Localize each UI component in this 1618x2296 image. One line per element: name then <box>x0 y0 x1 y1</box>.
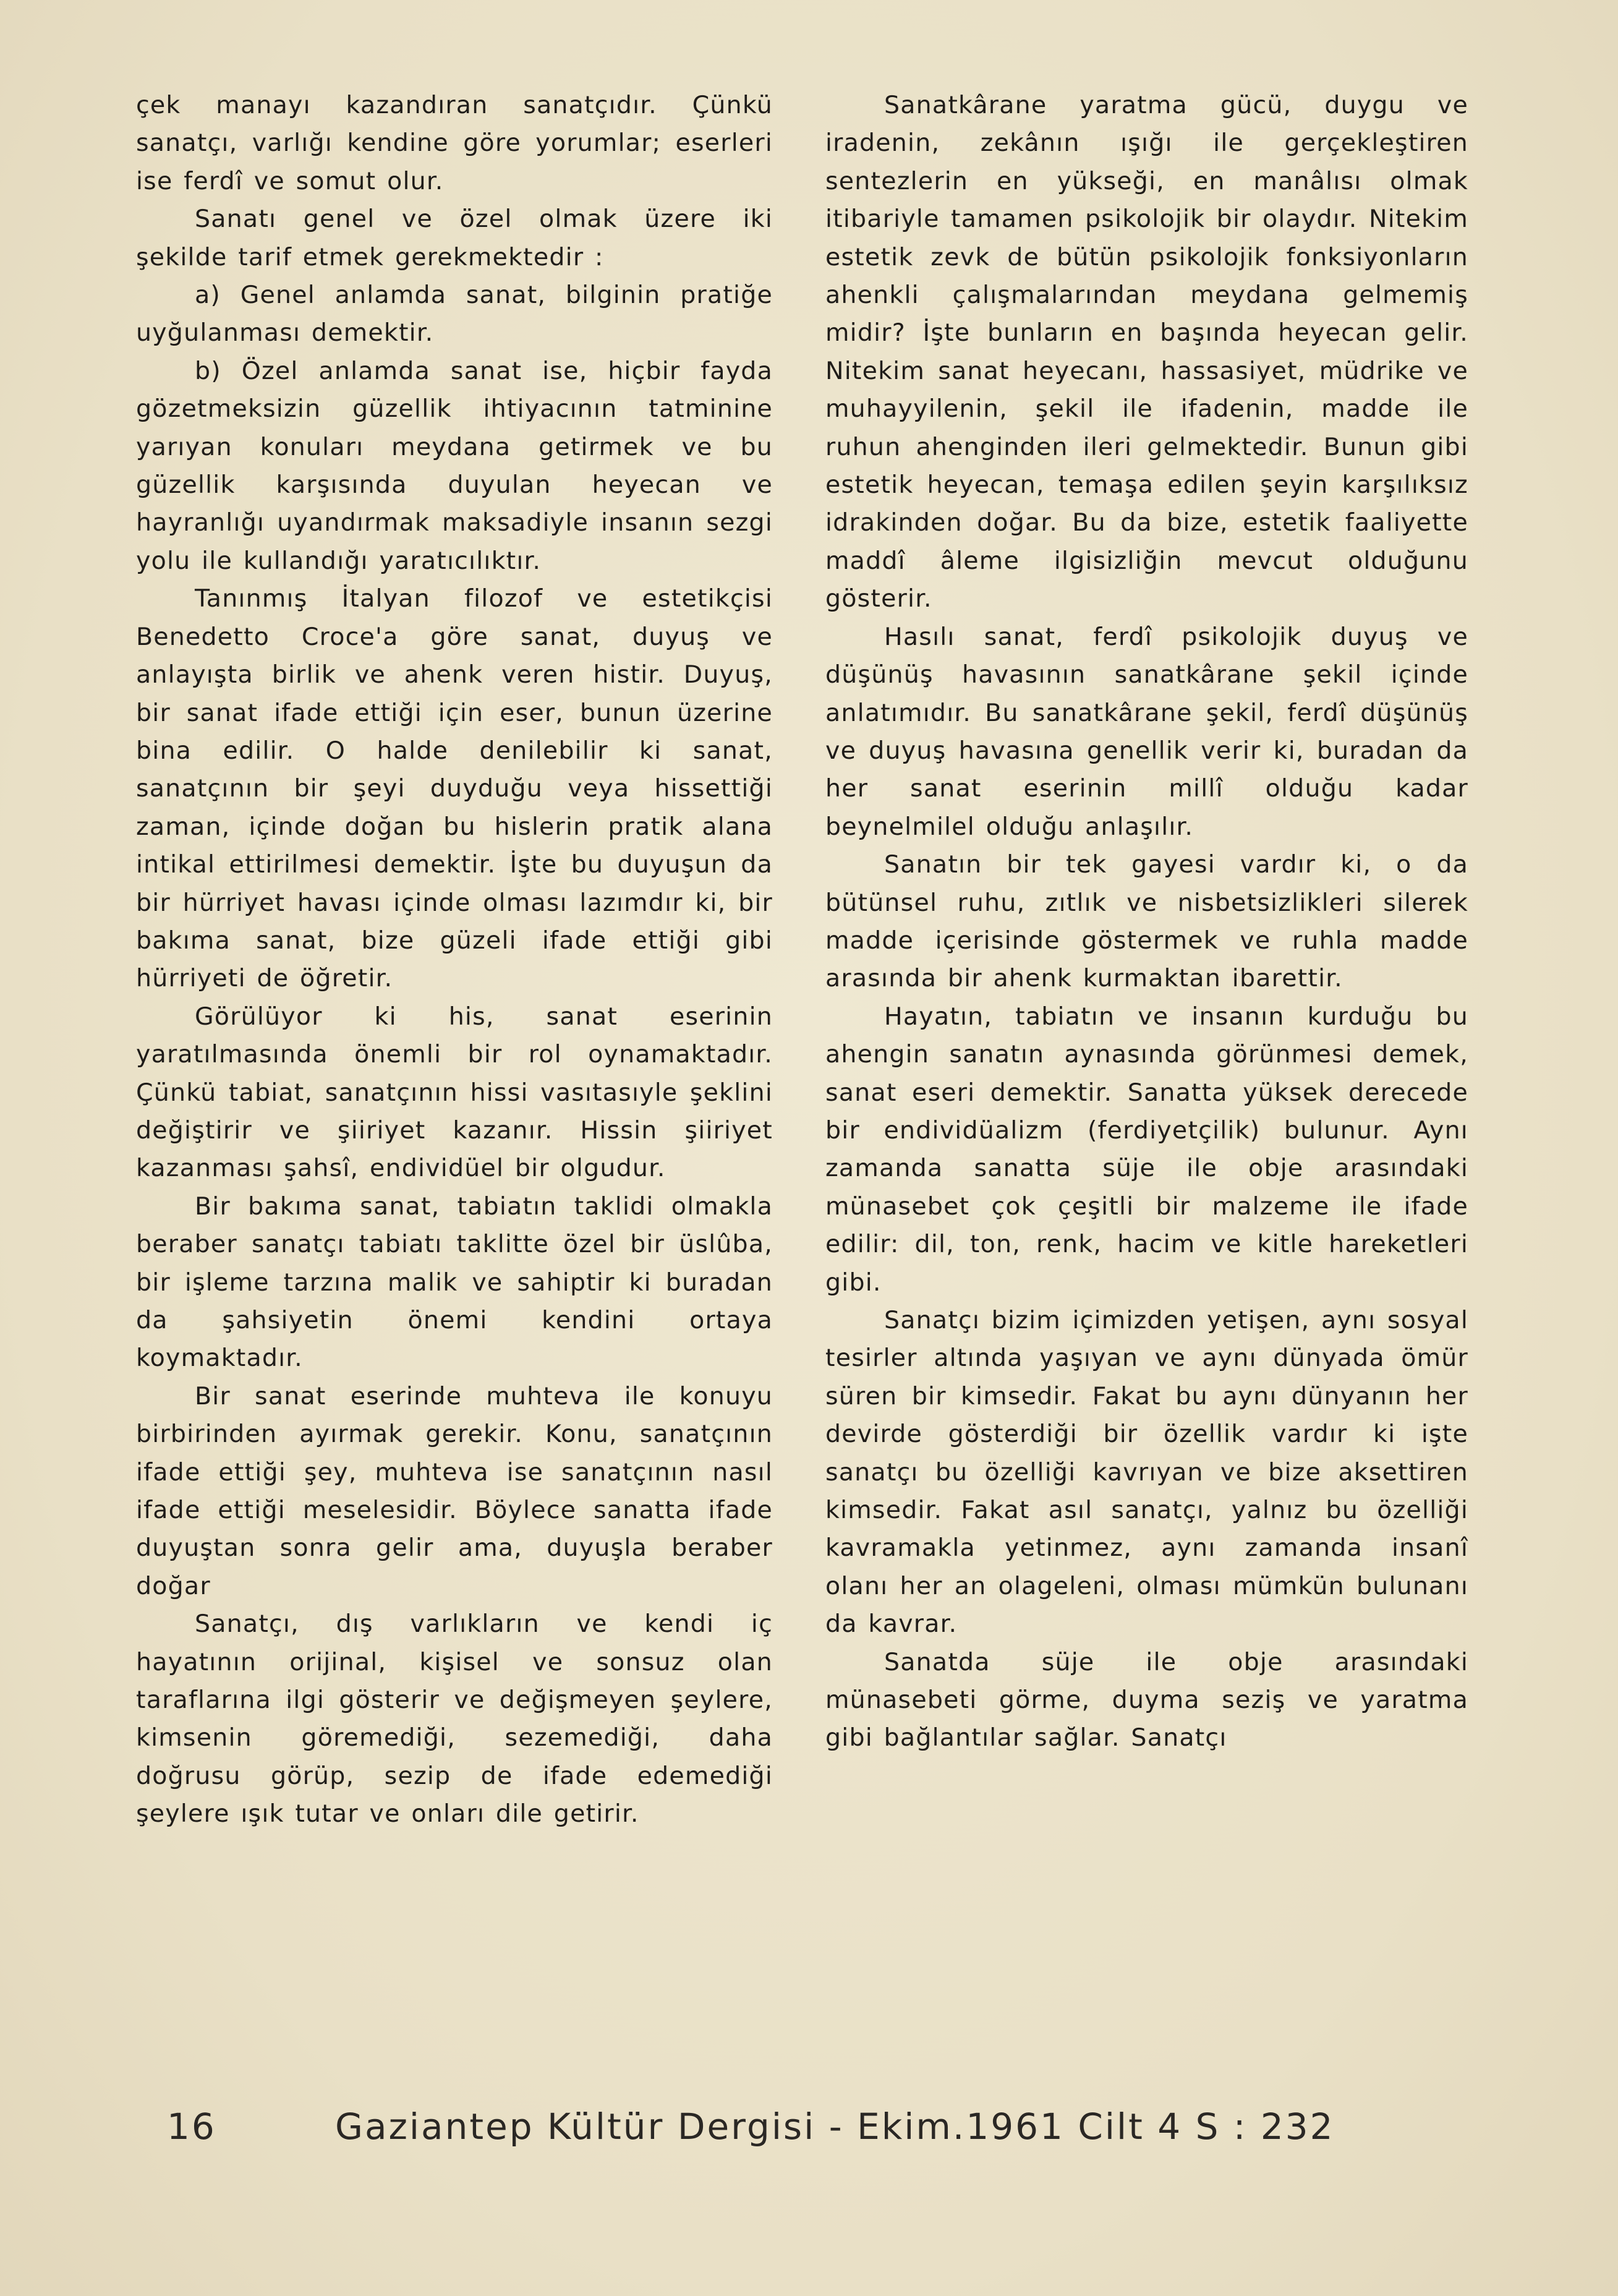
paragraph: Görülüyor ki his, sanat eserinin yaratılmasında önemli bir rol oynamaktadır. Çünkü tabiat, sanatçının hissi vasıtasıyle şeklini değiştirir ve şiiriyet kazanır. Hissin şiiriyet kazanması şahsî, endividüel bir olgudur. <box>136 1002 773 1183</box>
paragraph: b) Özel anlamda sanat ise, hiçbir fayda gözetmeksizin güzellik ihtiyacının tatminine yarıyan konuları meydana getirmek ve bu güzellik karşısında duyulan heyecan ve hayranlığı uyandırmak maksadiyle insanın sezgi yolu ile kullandığı yaratıcılıktır. <box>136 356 773 575</box>
paragraph: Sanatı genel ve özel olmak üzere iki şekilde tarif etmek gerekmektedir : <box>136 205 773 271</box>
paragraph: a) Genel anlamda sanat, bilginin pratiğe uyğulanması demektir. <box>136 281 773 348</box>
page-number: 16 <box>167 2106 216 2148</box>
left-column <box>136 87 773 1833</box>
paragraph: Tanınmış İtalyan filozof ve estetikçisi Benedetto Croce'a göre sanat, duyuş ve anlayışta birlik ve ahenk veren histir. Duyuş, bir sanat ifade ettiği için eser, bunun üzerine bina edilir. O halde denilebilir ki sanat, sanatçının bir şeyi duyduğu veya hissettiği zaman, içinde doğan bu hislerin pratik alana intikal ettirilmesi demektir. İşte bu duyuşun da bir hürriyet havası içinde olması lazımdır ki, bir bakıma sanat, bize güzeli ifade ettiği gibi hürriyeti de öğretir. <box>136 584 773 993</box>
paragraph: Sanatın bir tek gayesi vardır ki, o da bütünsel ruhu, zıtlık ve nisbetsizlikleri silerek madde içerisinde göstermek ve ruhla madde arasında bir ahenk kurmaktan ibarettir. <box>825 850 1468 993</box>
paragraph: çek manayı kazandıran sanatçıdır. Çünkü sanatçı, varlığı kendine göre yorumlar; eserleri ise ferdî ve somut olur. <box>136 91 773 195</box>
paragraph: Hayatın, tabiatın ve insanın kurduğu bu ahengin sanatın aynasında görünmesi demek, sanat eseri demektir. Sanatta yüksek derecede bir endividüalizm (ferdiyetçilik) bulunur. Aynı zamanda sanatta süje ile obje arasındaki münasebet çok çeşitli bir malzeme ile ifade edilir: dil, ton, renk, hacim ve kitle hareketleri gibi. <box>825 1002 1468 1297</box>
paragraph: Sanatkârane yaratma gücü, duygu ve iradenin, zekânın ışığı ile gerçekleştiren sentezlerin en yükseği, en manâlısı olmak itibariyle tamamen psikolojik bir olaydır. Nitekim estetik zevk de bütün psikolojik fonksiyonların ahenkli çalışmalarından meydana gelmemiş midir? İşte bunların en başında heyecan gelir. Nitekim sanat heyecanı, hassasiyet, müdrike ve muhayyilenin, şekil ile ifadenin, madde ile ruhun ahenginden ileri gelmektedir. Bunun gibi estetik heyecan, temaşa edilen şeyin karşılıksız idrakinden doğar. Bu da bize, estetik faaliyette maddî âleme ilgisizliğin mevcut olduğunu gösterir. <box>825 91 1468 613</box>
page-footer <box>167 2106 1453 2155</box>
paragraph: Bir sanat eserinde muhteva ile konuyu birbirinden ayırmak gerekir. Konu, sanatçının ifade ettiği şey, muhteva ise sanatçının nasıl ifade ettiği meselesidir. Böylece sanatta ifade duyuştan sonra gelir ama, duyuşla beraber doğar <box>136 1381 773 1600</box>
paragraph: Sanatda süje ile obje arasındaki münasebeti görme, duyma seziş ve yaratma gibi bağlantılar sağlar. Sanatçı <box>825 1647 1468 1752</box>
paragraph: Bir bakıma sanat, tabiatın taklidi olmakla beraber sanatçı tabiatı taklitte özel bir üslûba, bir işleme tarzına malik ve sahiptir ki buradan da şahsiyetin önemi kendini ortaya koymaktadır. <box>136 1192 773 1373</box>
right-column <box>825 87 1468 1757</box>
paragraph: Sanatçı bizim içimizden yetişen, aynı sosyal tesirler altında yaşıyan ve aynı dünyada ömür süren bir kimsedir. Fakat bu aynı dünyanın her devirde gösterdiği bir özellik vardır ki işte sanatçı bu özelliği kavrıyan ve bize aksettiren kimsedir. Fakat asıl sanatçı, yalnız bu özelliği kavramakla yetinmez, aynı zamanda insanî olanı her an olageleni, olması mümkün bulunanı da kavrar. <box>825 1306 1468 1639</box>
journal-citation: Gaziantep Kültür Dergisi - Ekim.1961 Cilt 4 S : 232 <box>335 2106 1335 2148</box>
paragraph: Hasılı sanat, ferdî psikolojik duyuş ve düşünüş havasının sanatkârane şekil içinde anlatımıdır. Bu sanatkârane şekil, ferdî düşünüş ve duyuş havasına genellik verir ki, buradan da her sanat eserinin millî olduğu kadar beynelmilel olduğu anlaşılır. <box>825 622 1468 841</box>
paragraph: Sanatçı, dış varlıkların ve kendi iç hayatının orijinal, kişisel ve sonsuz olan taraflarına ilgi gösterir ve değişmeyen şeylere, kimsenin göremediği, sezemediği, daha doğrusu görüp, sezip de ifade edemediği şeylere ışık tutar ve onları dile getirir. <box>136 1610 773 1829</box>
